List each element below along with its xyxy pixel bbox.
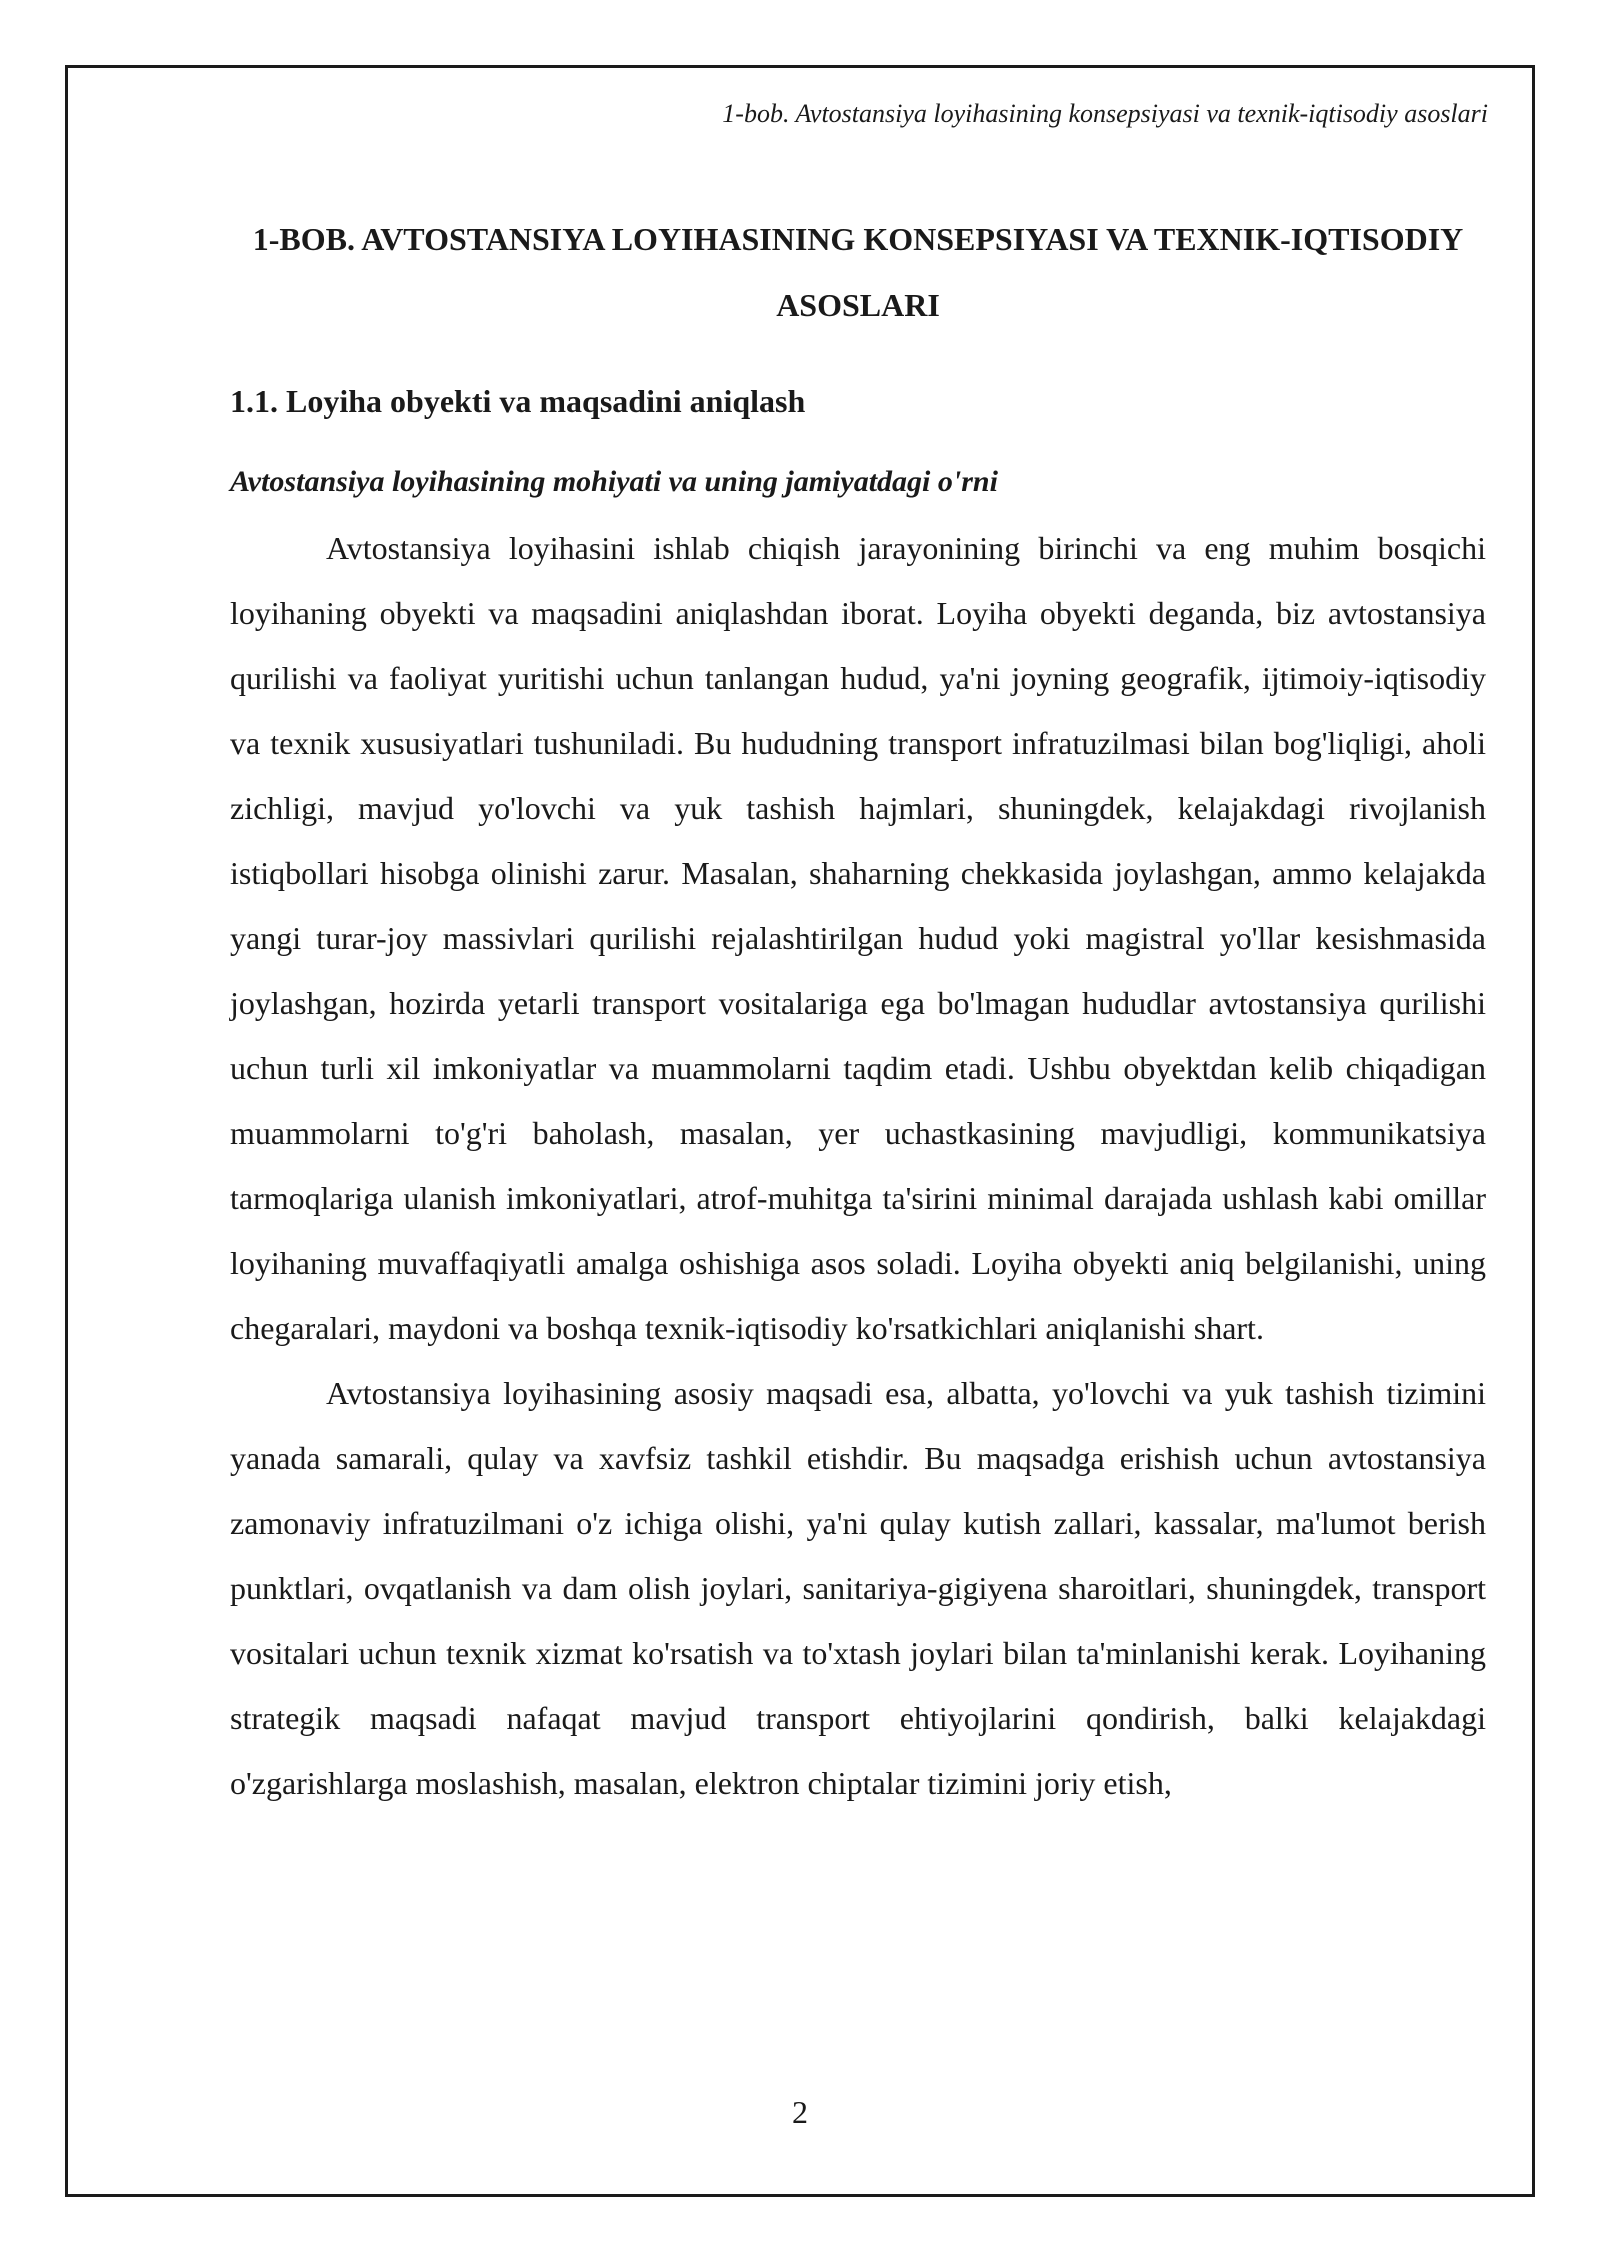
- page-number: 2: [792, 2094, 808, 2130]
- sub-heading: Avtostansiya loyihasining mohiyati va uning jamiyatdagi o'rni: [230, 465, 998, 498]
- body-paragraph-2: Avtostansiya loyihasining asosiy maqsadi esa, albatta, yo'lovchi va yuk tashish tizimini yanada samarali, qulay va xavfsiz tashkil etishdir. Bu maqsadga erishish uchun avtostansiya zamonaviy infratuzilmani o'z ichiga olishi, ya'ni qulay kutish zallari, kassalar, ma'lumot berish punktlari, ovqatlanish va dam olish joylari, sanitariya-gigiyena sharoitlari, shuningdek, transport vositalari uchun texnik xizmat ko'rsatish va to'xtash joylari bilan ta'minlanishi kerak. Loyihaning strategik maqsadi nafaqat mavjud transport ehtiyojlarini qondirish, balki kelajakdagi o'zgarishlarga moslashish, masalan, elektron chiptalar tizimini joriy etish,: [230, 1375, 1486, 1801]
- page-body: [230, 206, 1486, 1816]
- running-header: 1-bob. Avtostansiya loyihasining konsepsiyasi va texnik-iqtisodiy asoslari: [722, 99, 1488, 128]
- section-title: 1.1. Loyiha obyekti va maqsadini aniqlash: [230, 383, 806, 419]
- body-paragraph-1: Avtostansiya loyihasini ishlab chiqish jarayonining birinchi va eng muhim bosqichi loyihaning obyekti va maqsadini aniqlashdan iborat. Loyiha obyekti deganda, biz avtostansiya qurilishi va faoliyat yuritishi uchun tanlangan hudud, ya'ni joyning geografik, ijtimoiy-iqtisodiy va texnik xususiyatlari tushuniladi. Bu hududning transport infratuzilmasi bilan bog'liqligi, aholi zichligi, mavjud yo'lovchi va yuk tashish hajmlari, shuningdek, kelajakdagi rivojlanish istiqbollari hisobga olinishi zarur. Masalan, shaharning chekkasida joylashgan, ammo kelajakda yangi turar-joy massivlari qurilishi rejalashtirilgan hudud yoki magistral yo'llar kesishmasida joylashgan, hozirda yetarli transport vositalariga ega bo'lmagan hududlar avtostansiya qurilishi uchun turli xil imkoniyatlar va muammolarni taqdim etadi. Ushbu obyektdan kelib chiqadigan muammolarni to'g'ri baholash, masalan, yer uchastkasining mavjudligi, kommunikatsiya tarmoqlariga ulanish imkoniyatlari, atrof-muhitga ta'sirini minimal darajada ushlash kabi omillar loyihaning muvaffaqiyatli amalga oshishiga asos soladi. Loyiha obyekti aniq belgilanishi, uning chegaralari, maydoni va boshqa texnik-iqtisodiy ko'rsatkichlari aniqlanishi shart.: [230, 530, 1486, 1346]
- chapter-title: 1-BOB. AVTOSTANSIYA LOYIHASINING KONSEPSIYASI VA TEXNIK-IQTISODIY ASOSLARI: [252, 221, 1464, 323]
